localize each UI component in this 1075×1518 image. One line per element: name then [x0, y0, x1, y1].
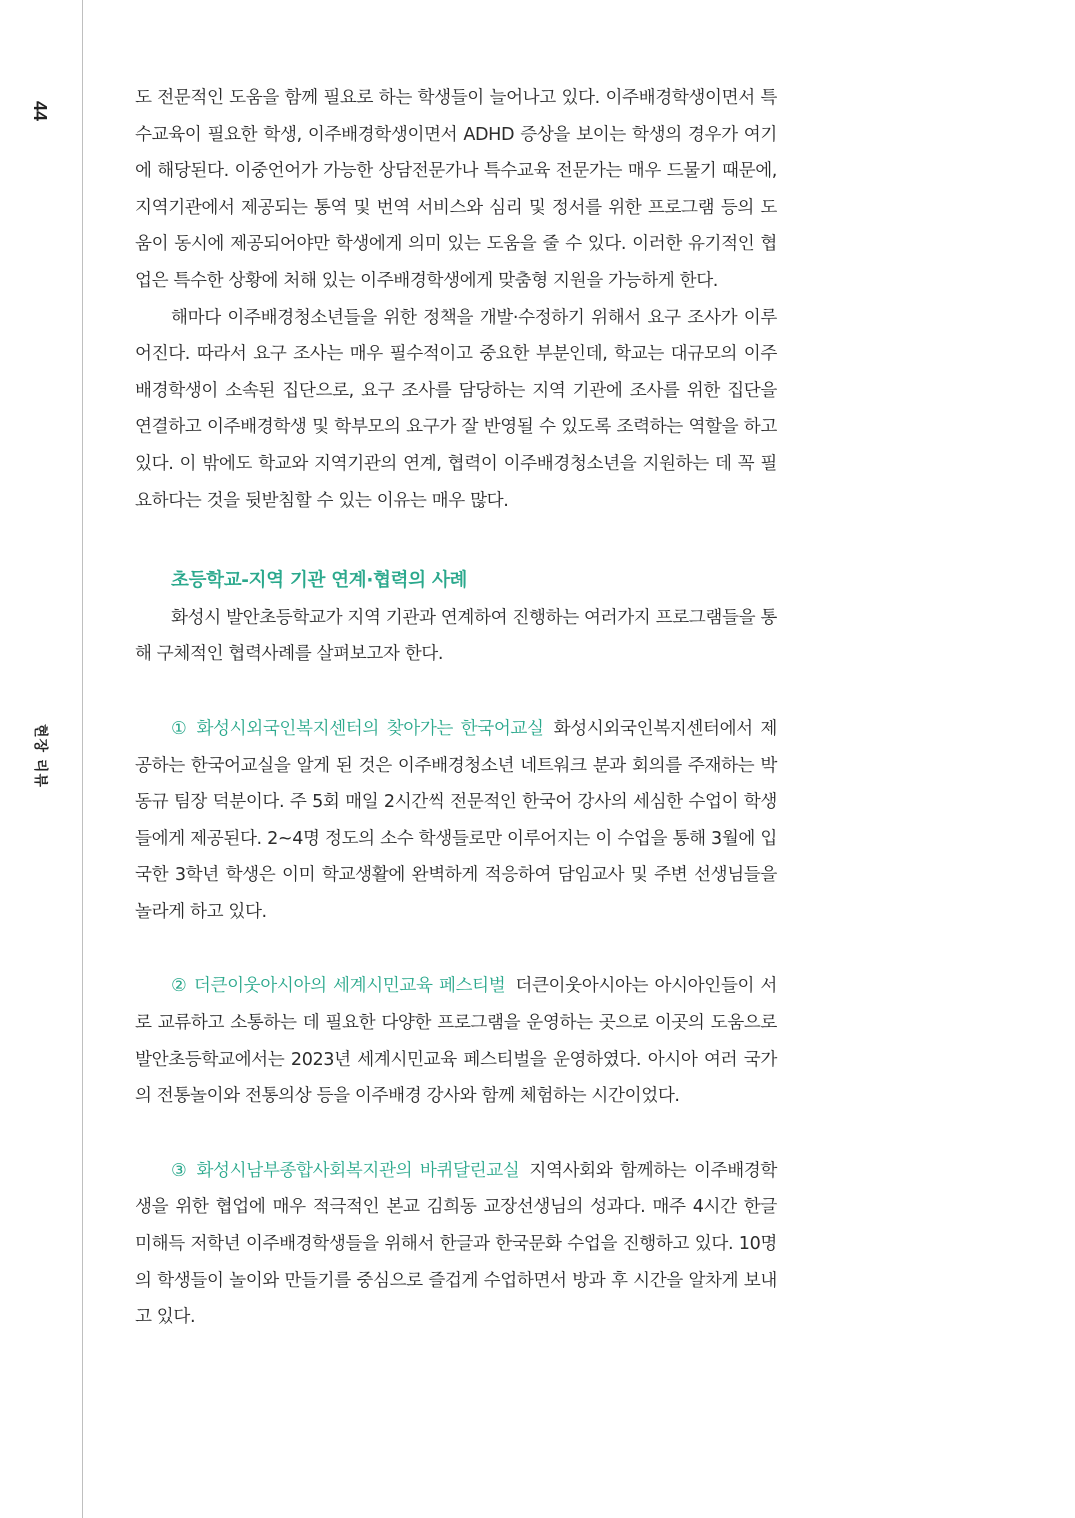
case-2-text: 더큰이웃아시아는 아시아인들이 서로 교류하고 소통하는 데 필요한 다양한 프로그램을 운영하는 곳으로 이곳의 도움으로 발안초등학교에서는 2023년 세계시민교육 페스티벌을 운영하였다. 아시아 여러 국가의 전통놀이와 전통의상 등을 이주배경 강사와 함께 체험하는 시간이었다. [135, 976, 777, 1107]
article-body [135, 80, 777, 1336]
paragraph-2: 해마다 이주배경청소년들을 위한 정책을 개발·수정하기 위해서 요구 조사가 이루어진다. 따라서 요구 조사는 매우 필수적이고 중요한 부분인데, 학교는 대규모의 이주배경학생이 소속된 집단으로, 요구 조사를 담당하는 지역 기관에 조사를 위한 집단을 연결하고 이주배경학생 및 학부모의 요구가 잘 반영될 수 있도록 조력하는 역할을 하고 있다. 이 밖에도 학교와 지역기관의 연계, 협력이 이주배경청소년을 지원하는 데 꼭 필요하다는 것을 뒷받침할 수 있는 이유는 매우 많다. [135, 307, 777, 511]
case-3-text: 지역사회와 함께하는 이주배경학생을 위한 협업에 매우 적극적인 본교 김희동 교장선생님의 성과다. 매주 4시간 한글 미해득 저학년 이주배경학생들을 위해서 한글과 한국문화 수업을 진행하고 있다. 10명의 학생들이 놀이와 만들기를 중심으로 즐겁게 수업하면서 방과 후 시간을 알차게 보내고 있다. [135, 1160, 777, 1328]
case-3-title: ③ 화성시남부종합사회복지관의 바퀴달린교실 [171, 1160, 520, 1181]
section-label: 현장 리뷰 [32, 724, 48, 788]
case-2-title: ② 더큰이웃아시아의 세계시민교육 페스티벌 [171, 976, 506, 997]
case-1-text: 화성시외국인복지센터에서 제공하는 한국어교실을 알게 된 것은 이주배경청소년 네트워크 분과 회의를 주재하는 박동규 팀장 덕분이다. 주 5회 매일 2시간씩 전문적인 한국어 강사의 세심한 수업이 학생들에게 제공된다. 2~4명 정도의 소수 학생들로만 이루어지는 이 수업을 통해 3월에 입국한 3학년 학생은 이미 학교생활에 완벽하게 적응하여 담임교사 및 주변 선생님들을 놀라게 하고 있다. [135, 718, 777, 922]
page-number: 44 [30, 100, 50, 122]
case-3 [135, 1153, 777, 1336]
case-1 [135, 711, 777, 931]
section-intro: 화성시 발안초등학교가 지역 기관과 연계하여 진행하는 여러가지 프로그램들을 통해 구체적인 협력사례를 살펴보고자 한다. [135, 607, 777, 665]
case-1-title: ① 화성시외국인복지센터의 찾아가는 한국어교실 [171, 718, 544, 739]
section-heading: 초등학교-지역 기관 연계·협력의 사례 [171, 570, 468, 592]
paragraph-1: 도 전문적인 도움을 함께 필요로 하는 학생들이 늘어나고 있다. 이주배경학생이면서 특수교육이 필요한 학생, 이주배경학생이면서 ADHD 증상을 보이는 학생의 경우가 여기에 해당된다. 이중언어가 가능한 상담전문가나 특수교육 전문가는 매우 드물기 때문에, 지역기관에서 제공되는 통역 및 번역 서비스와 심리 및 정서를 위한 프로그램 등의 도움이 동시에 제공되어야만 학생에게 의미 있는 도움을 줄 수 있다. 이러한 유기적인 협업은 특수한 상황에 처해 있는 이주배경학생에게 맞춤형 지원을 가능하게 한다. [135, 88, 777, 291]
margin-rule [82, 0, 83, 1518]
case-2 [135, 968, 777, 1114]
